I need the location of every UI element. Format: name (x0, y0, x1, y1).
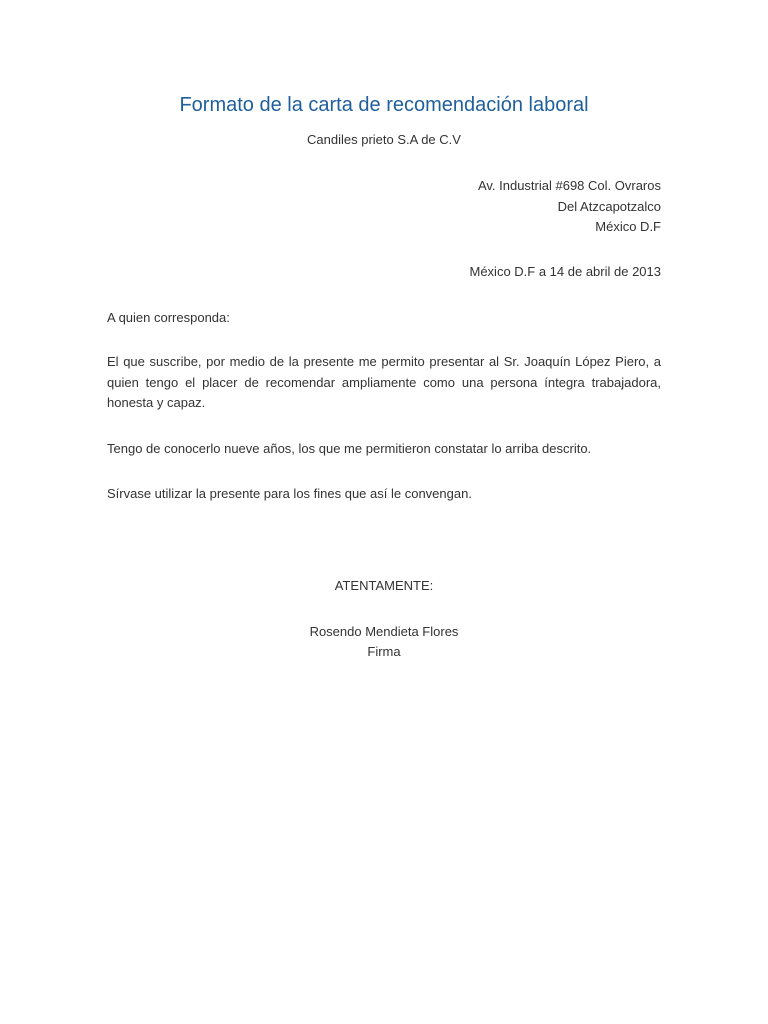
signer-name: Rosendo Mendieta Flores (309, 624, 459, 639)
document-title: Formato de la carta de recomendación laboral (179, 94, 589, 116)
body-paragraph-2: Tengo de conocerlo nueve años, los que me permitieron constatar lo arriba descrito. (107, 441, 592, 456)
address-line-2: Del Atzcapotzalco (557, 198, 661, 214)
signature-label: Firma (367, 644, 401, 659)
letter-date: México D.F a 14 de abril de 2013 (469, 264, 661, 279)
address-line-1: Av. Industrial #698 Col. Ovraros (477, 178, 661, 193)
salutation: A quien corresponda: (107, 310, 230, 325)
signature-block (0, 622, 768, 662)
closing: ATENTAMENTE: (334, 578, 434, 593)
sender-address (478, 176, 661, 238)
company-name: Candiles prieto S.A de C.V (307, 132, 461, 147)
body-paragraph-1: El que suscribe, por medio de la presente me permito presentar al Sr. Joaquín López Piero, a quien tengo el placer de recomendar ampliamente como una persona íntegra trabajadora, honesta y capaz. (107, 354, 661, 410)
body-paragraph-3: Sírvase utilizar la presente para los fines que así le convengan. (107, 486, 472, 501)
address-line-3: México D.F (595, 219, 661, 234)
